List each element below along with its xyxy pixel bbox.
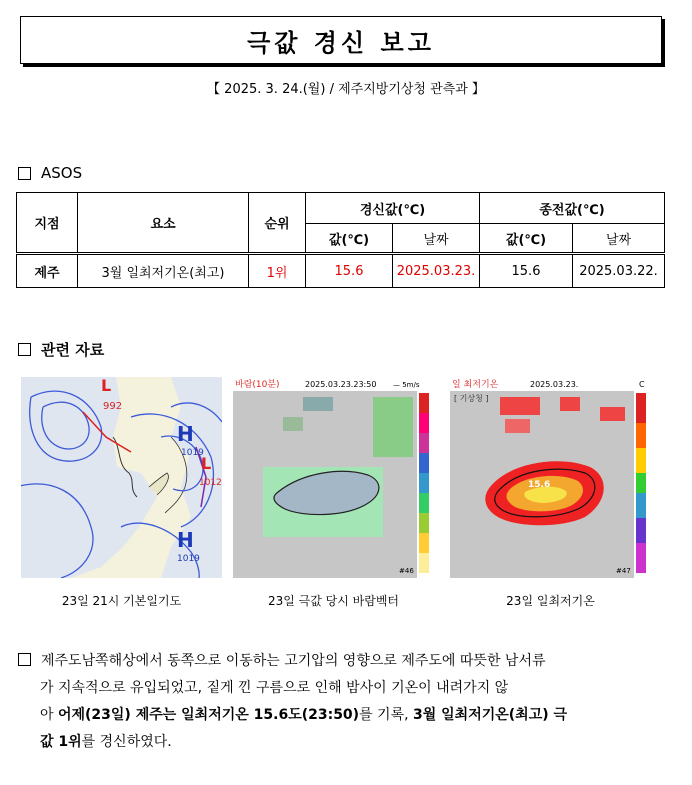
wind-vector-image [233,377,434,578]
summary-paragraph [18,648,666,756]
cell-renewed-value: 15.6 [306,254,393,288]
header-previous-value: 값(℃) [480,224,573,254]
low-pressure-label-east: L [201,454,212,473]
high-pressure-label-north: H [177,422,194,446]
summary-line-4b: 를 경신하였다. [81,734,172,750]
cell-element: 3월 일최저기온(최고) [78,254,249,288]
page-title: 극값 경신 보고 [247,28,435,57]
asos-table [16,192,665,288]
header-previous-date: 날짜 [573,224,665,254]
checkbox-icon [18,343,31,356]
high-pressure-label-south: H [177,528,194,552]
temp-label-value: 15.6 [528,480,551,490]
pressure-label-1019-north: 1019 [181,448,204,458]
caption-wind-vector: 23일 극값 당시 바람벡터 [267,594,400,608]
table-row [17,254,665,288]
checkbox-icon [18,167,31,180]
min-temperature-image [450,377,651,578]
cell-rank: 1위 [249,254,306,288]
header-element: 요소 [78,193,249,254]
temp-label-title: 일 최저기온 [452,380,499,390]
related-section-title: 관련 자료 [41,341,105,359]
weather-chart-image [21,377,222,578]
caption-weather-chart: 23일 21시 기본일기도 [61,594,182,608]
pressure-label-992: 992 [103,401,123,412]
related-section-heading [18,339,104,360]
summary-line-3c: 를 기록, [359,707,414,723]
cell-previous-value: 15.6 [480,254,573,288]
temp-label-badge: [ 기상청 ] [454,394,489,403]
cell-renewed-date: 2025.03.23. [393,254,480,288]
summary-line-3a: 아 [40,707,58,723]
temp-label-unit: C [639,380,645,389]
wind-label-scale: — 5m/s [393,381,420,389]
caption-min-temperature: 23일 일최저기온 [506,594,595,608]
header-station: 지점 [17,193,78,254]
temp-label-station: #47 [616,567,631,575]
summary-line-1: 제주도남쪽해상에서 동쪽으로 이동하는 고기압의 영향으로 제주도에 따뜻한 남서류 [41,653,546,669]
wind-label-station: #46 [399,567,414,575]
header-previous: 종전값(℃) [480,193,665,224]
header-rank: 순위 [249,193,306,254]
cell-previous-date: 2025.03.22. [573,254,665,288]
temp-label-date: 2025.03.23. [530,380,579,389]
header-renewed-date: 날짜 [393,224,480,254]
pressure-label-1012: 1012 [199,478,222,488]
report-subtitle: 【 2025. 3. 24.(월) / 제주지방기상청 관측과 】 [207,82,485,97]
checkbox-icon [18,653,31,666]
summary-line-3b: 어제(23일) 제주는 일최저기온 15.6도(23:50) [57,707,360,723]
asos-section-title: ASOS [41,164,83,182]
cell-station: 제주 [17,254,78,288]
asos-section-heading [18,164,82,182]
wind-label-time: 2025.03.23.23:50 [305,380,377,389]
header-renewed-value: 값(℃) [306,224,393,254]
wind-label-title: 바람(10분) [235,380,280,390]
summary-line-4a: 값 1위 [40,734,82,750]
summary-line-3d: 3월 일최저기온(최고) 극 [413,707,568,723]
pressure-label-1019-south: 1019 [177,554,200,564]
title-box [20,16,662,64]
header-renewed: 경신값(℃) [306,193,480,224]
summary-line-2: 가 지속적으로 유입되었고, 짙게 낀 구름으로 인해 밤사이 기온이 내려가지 않 [40,680,509,696]
low-pressure-label: L [101,377,112,395]
